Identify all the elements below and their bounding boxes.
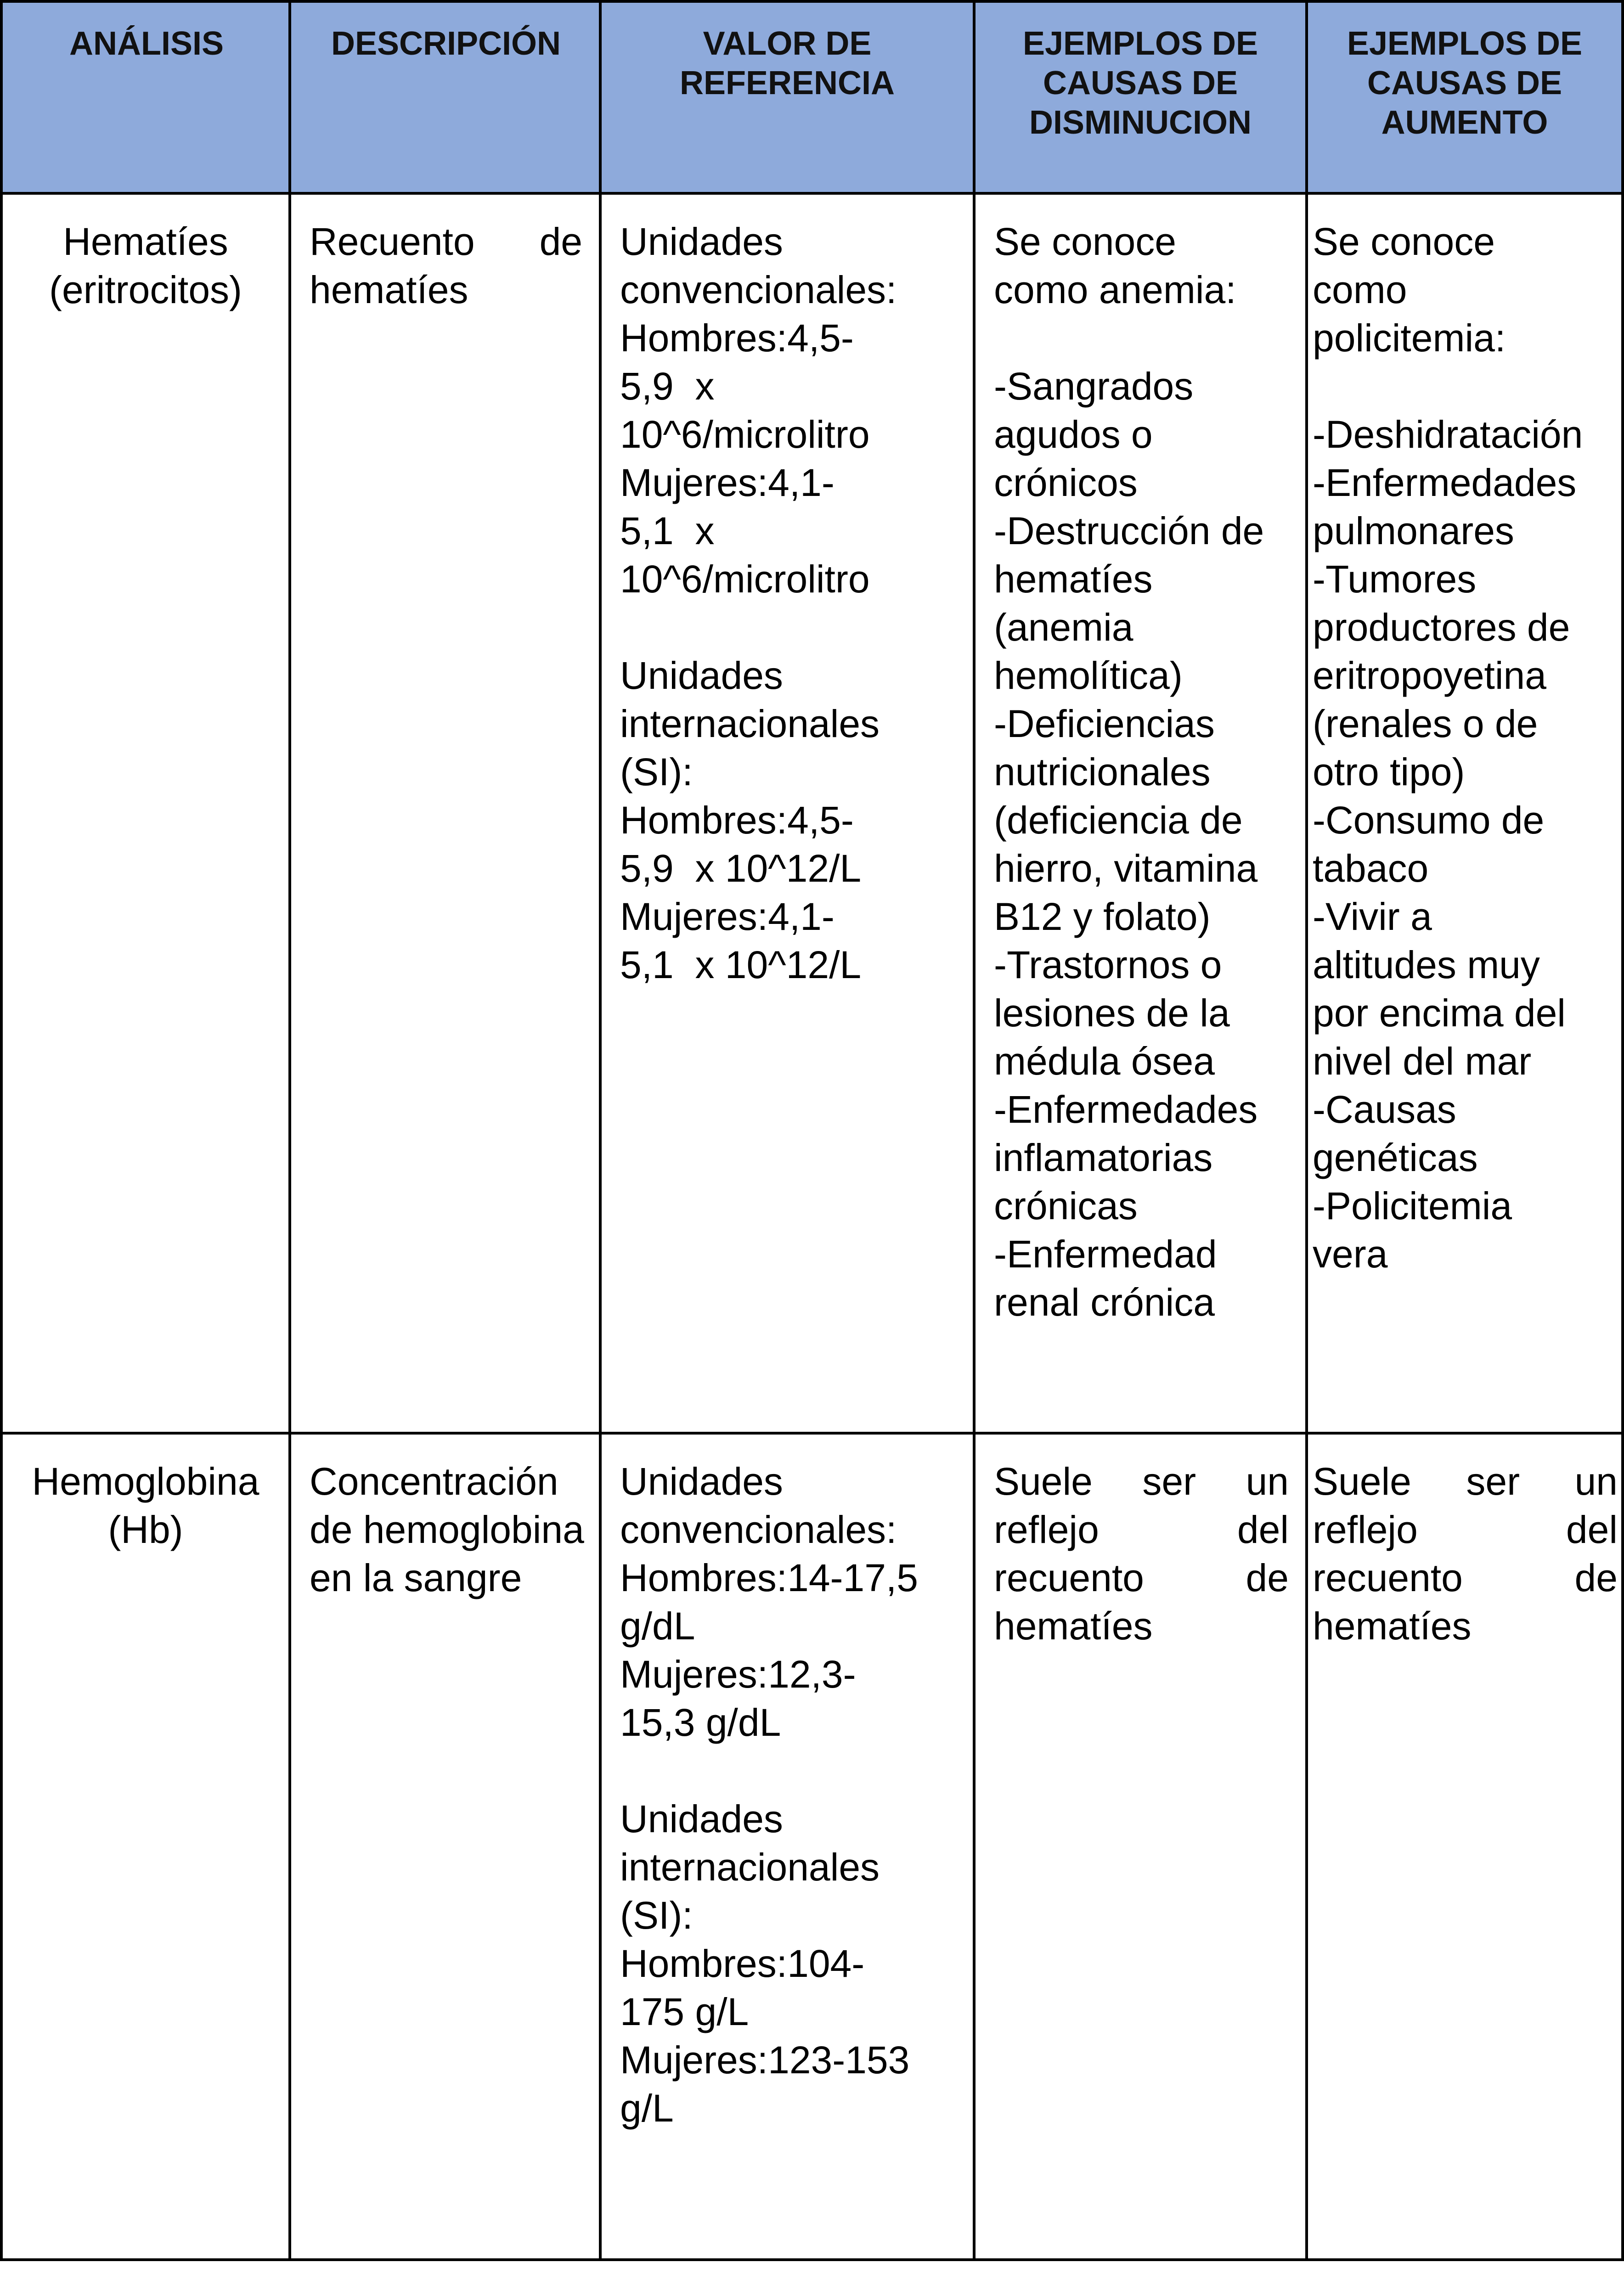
text-line: (renales o de: [1313, 702, 1538, 745]
text-line: 10^6/microlitro: [620, 557, 870, 601]
header-descripcion: DESCRIPCIÓN: [290, 1, 600, 193]
descripcion-text: Concentración de hemoglobina en la sangre: [310, 1460, 584, 1599]
text-line: genéticas: [1313, 1136, 1478, 1179]
text-line: -Deficiencias: [994, 702, 1215, 745]
table-row-hematies: [1, 193, 1623, 1433]
text-line: policitemia:: [1313, 316, 1506, 360]
valor-referencia-text: [602, 1458, 973, 2133]
text-line: g/dL: [620, 1604, 695, 1648]
cell-causas-aumento: [1307, 1433, 1623, 2260]
text-line: (SI):: [620, 1894, 693, 1937]
text-line: -Deshidratación: [1313, 413, 1583, 456]
header-analisis: ANÁLISIS: [1, 1, 290, 193]
text-line: crónicos: [994, 461, 1138, 504]
text-line: -Causas: [1313, 1088, 1456, 1131]
text-line: hemolítica): [994, 654, 1183, 697]
text-line: -Sangrados: [994, 365, 1194, 408]
text-line: -Destrucción de: [994, 509, 1264, 552]
text-line: -Vivir a: [1313, 895, 1432, 938]
causas-aumento-text: Suele ser un reflejo del recuento de hematíes: [1313, 1460, 1618, 1648]
text-line: (SI):: [620, 750, 693, 793]
text-line: 5,1 x: [620, 509, 715, 552]
text-line: [620, 1747, 956, 1795]
text-line: Hombres:4,5-: [620, 799, 854, 842]
text-line: vera: [1313, 1232, 1388, 1276]
analisis-text: Hemoglobina (Hb): [32, 1460, 259, 1551]
text-line: [1313, 362, 1618, 411]
text-line: [994, 314, 1289, 362]
text-line: lesiones de la: [994, 991, 1230, 1035]
text-line: como anemia:: [994, 268, 1236, 311]
text-line: Mujeres:123-153: [620, 2038, 910, 2082]
cell-valor-referencia: [600, 193, 974, 1433]
text-line: -Enfermedades: [994, 1088, 1258, 1131]
text-line: hierro, vitamina: [994, 847, 1258, 890]
text-line: g/L: [620, 2087, 674, 2130]
text-line: como: [1313, 268, 1407, 311]
text-line: nivel del mar: [1313, 1040, 1532, 1083]
text-line: Mujeres:4,1-: [620, 461, 835, 504]
text-line: convencionales:: [620, 1508, 897, 1551]
text-line: inflamatorias: [994, 1136, 1213, 1179]
text-line: Unidades: [620, 220, 783, 263]
text-line: renal crónica: [994, 1281, 1215, 1324]
table-header-row: [1, 1, 1623, 193]
text-line: eritropoyetina: [1313, 654, 1546, 697]
text-line: [620, 603, 956, 652]
text-line: otro tipo): [1313, 750, 1465, 793]
text-line: 15,3 g/dL: [620, 1701, 781, 1744]
text-line: tabaco: [1313, 847, 1429, 890]
text-line: hematíes: [994, 557, 1153, 601]
text-line: Mujeres:12,3-: [620, 1653, 856, 1696]
text-line: crónicas: [994, 1184, 1138, 1227]
text-line: pulmonares: [1313, 509, 1514, 552]
text-line: Unidades: [620, 1797, 783, 1840]
header-causas-disminucion: EJEMPLOS DE CAUSAS DE DISMINUCION: [974, 1, 1307, 193]
cell-analisis: [1, 193, 290, 1433]
text-line: Hombres:14-17,5: [620, 1556, 918, 1599]
cell-valor-referencia: [600, 1433, 974, 2260]
text-line: 175 g/L: [620, 1990, 749, 2033]
cell-causas-aumento: [1307, 193, 1623, 1433]
text-line: Se conoce: [1313, 220, 1495, 263]
text-line: Hombres:4,5-: [620, 316, 854, 360]
analisis-text: Hematíes (eritrocitos): [49, 220, 242, 311]
text-line: -Tumores: [1313, 557, 1477, 601]
text-line: altitudes muy: [1313, 943, 1540, 986]
text-line: -Trastornos o: [994, 943, 1222, 986]
text-line: (anemia: [994, 606, 1133, 649]
text-line: 5,1 x 10^12/L: [620, 943, 862, 986]
text-line: internacionales: [620, 1846, 880, 1889]
table-row-hemoglobina: [1, 1433, 1623, 2260]
text-line: Hombres:104-: [620, 1942, 865, 1985]
causas-disminucion-text: [976, 218, 1305, 1327]
causas-disminucion-text: Suele ser un reflejo del recuento de hematíes: [994, 1460, 1289, 1648]
cell-descripcion: [290, 193, 600, 1433]
text-line: por encima del: [1313, 991, 1566, 1035]
text-line: -Enfermedades: [1313, 461, 1577, 504]
valor-referencia-text: [602, 218, 973, 989]
text-line: B12 y folato): [994, 895, 1211, 938]
cell-causas-disminucion: [974, 1433, 1307, 2260]
text-line: productores de: [1313, 606, 1570, 649]
text-line: -Consumo de: [1313, 799, 1545, 842]
text-line: 5,9 x 10^12/L: [620, 847, 862, 890]
text-line: Se conoce: [994, 220, 1176, 263]
descripcion-text: Recuento de hematíes: [310, 220, 582, 311]
text-line: -Policitemia: [1313, 1184, 1512, 1227]
text-line: 5,9 x: [620, 365, 715, 408]
causas-aumento-text: [1308, 218, 1621, 1278]
text-line: convencionales:: [620, 268, 897, 311]
text-line: Unidades: [620, 1460, 783, 1503]
text-line: -Enfermedad: [994, 1232, 1217, 1276]
text-line: Mujeres:4,1-: [620, 895, 835, 938]
text-line: internacionales: [620, 702, 880, 745]
text-line: (deficiencia de: [994, 799, 1243, 842]
header-causas-aumento: EJEMPLOS DE CAUSAS DE AUMENTO: [1307, 1, 1623, 193]
text-line: nutricionales: [994, 750, 1211, 793]
cell-causas-disminucion: [974, 193, 1307, 1433]
header-valor-referencia: VALOR DE REFERENCIA: [600, 1, 974, 193]
cell-descripcion: [290, 1433, 600, 2260]
text-line: 10^6/microlitro: [620, 413, 870, 456]
text-line: Unidades: [620, 654, 783, 697]
cell-analisis: [1, 1433, 290, 2260]
text-line: médula ósea: [994, 1040, 1215, 1083]
text-line: agudos o: [994, 413, 1153, 456]
